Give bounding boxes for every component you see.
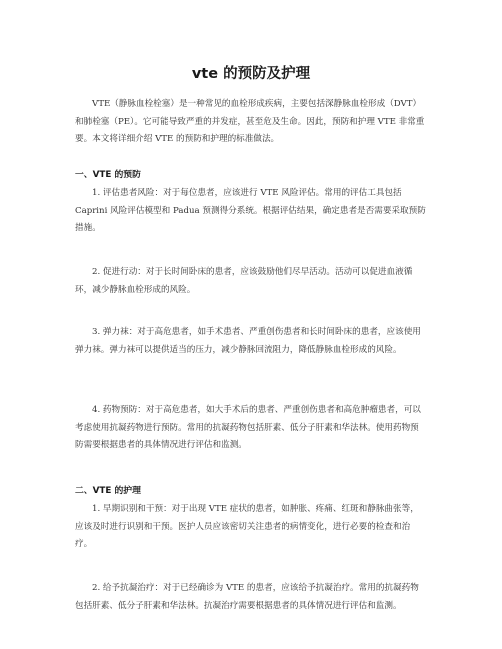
- section-2-heading: 二、VTE 的护理: [75, 486, 141, 496]
- section-2-item-1: 1. 早期识别和干预：对于出现 VTE 症状的患者，如肿胀、疼痛、红斑和静脉曲张等，应该及时进行识别和干预。医护人员应该密切关注患者的病情变化，进行必要的检查和治疗。: [75, 504, 419, 549]
- section-1-item-1: 1. 评估患者风险：对于每位患者，应该进行 VTE 风险评估。常用的评估工具包括 Caprini 风险评估模型和 Padua 预测得分系统。根据评估结果，确定患者是否需要采取预防措施。: [75, 188, 426, 233]
- intro-paragraph: VTE（静脉血栓栓塞）是一种常见的血栓形成疾病，主要包括深静脉血栓形成（DVT）和肺栓塞（PE）。它可能导致严重的并发症，甚至危及生命。因此，预防和护理 VTE 非常重要。本文将详细介绍 VTE 的预防和护理的标准做法。: [75, 99, 425, 144]
- section-1-item-2: 2. 促进行动：对于长时间卧床的患者，应该鼓励他们尽早活动。活动可以促进血液循环，减少静脉血栓形成的风险。: [75, 267, 413, 295]
- document-title: vte 的预防及护理: [191, 66, 311, 82]
- section-1-heading: 一、VTE 的预防: [75, 170, 141, 180]
- section-2-item-2: 2. 给予抗凝治疗：对于已经确诊为 VTE 的患者，应该给予抗凝治疗。常用的抗凝药物包括肝素、低分子肝素和华法林。抗凝治疗需要根据患者的具体情况进行评估和监测。: [75, 583, 419, 611]
- section-1-item-4: 4. 药物预防：对于高危患者，如大手术后的患者、严重创伤患者和高危肿瘤患者，可以考虑使用抗凝药物进行预防。常用的抗凝药物包括肝素、低分子肝素和华法林。使用药物预防需要根据患者的具体情况进行评估和监测。: [75, 405, 421, 450]
- section-1-item-3: 3. 弹力袜：对于高危患者，如手术患者、严重创伤患者和长时间卧床的患者，应该使用弹力袜。弹力袜可以提供适当的压力，减少静脉回流阻力，降低静脉血栓形成的风险。: [75, 327, 421, 355]
